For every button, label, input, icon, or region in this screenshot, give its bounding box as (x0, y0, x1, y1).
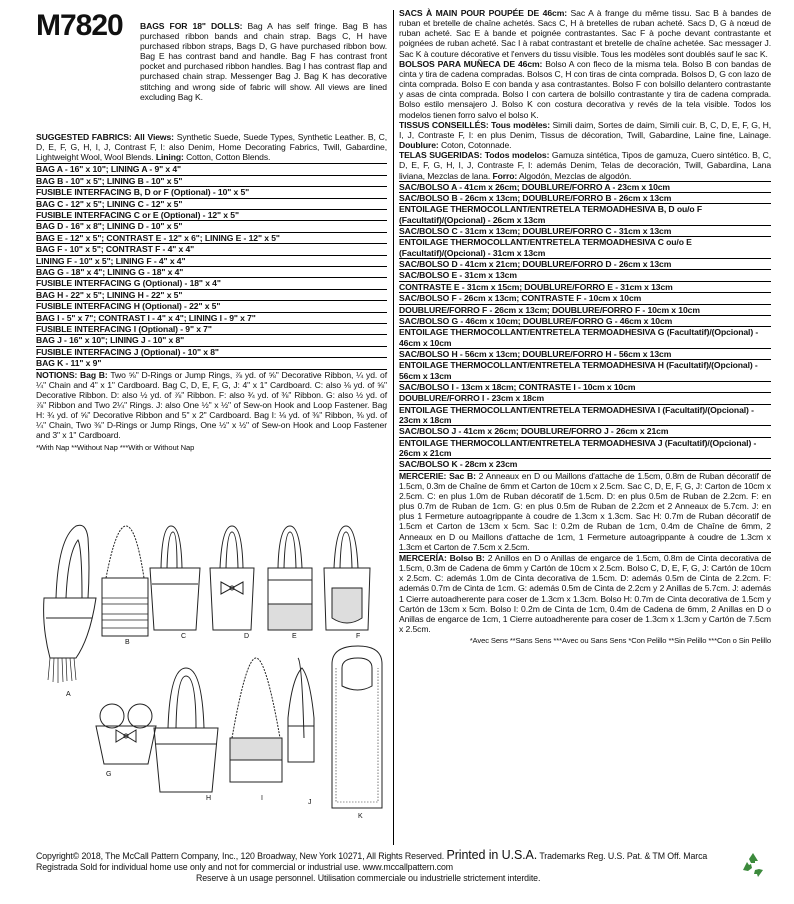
notions-en-text: Two ⅝" D-Rings or Jump Rings, ⅞ yd. of ⅝" Decorative Ribbon, ¼ yd. of ¼" Chain and 4" x 1" Cardboard. Bag C, D, E, F, G, J: 4" x 1" Cardboard. C: also ⅛ yd. of ⅝" Decorative Ribbon. D: also ½ yd. of ⅞" Ribbon. F: also ¾ yd. of ⅜" Ribbon. G: also ½ yd. of ⅞" Ribbon and Two 2¼" Rings. J: also One ½" x ½" of Sew-on Hook and Loop Fastener. Bag H: ¾ yd. of ⅝" Decorative Ribbon and 5" x 2" Cardboard. Bag I: ⅛ yd. of ⅜" Ribbon, ⅜ yd. of ¼" Chain, Two ⅜" D-Rings or Jump Rings, One ½" x ½" of Sew-on Hook and Loop Fastener and 3" x 1" Cardboard. (36, 369, 387, 441)
yardage-row: FUSIBLE INTERFACING B, D or F (Optional) - 10" x 5" (36, 187, 387, 198)
yardage-row: FUSIBLE INTERFACING I (Optional) - 9" x 7" (36, 324, 387, 335)
intro-en-title: BAGS FOR 18" DOLLS: (140, 20, 243, 31)
view-k-illustration (332, 646, 382, 820)
yardage-row: SAC/BOLSO F - 26cm x 13cm; CONTRASTE F - 10cm x 10cm (399, 293, 771, 304)
yardage-row: SAC/BOLSO E - 31cm x 13cm (399, 270, 771, 281)
yardage-row: FUSIBLE INTERFACING J (Optional) - 10" x 8" (36, 347, 387, 358)
yardage-row: BAG E - 12" x 5"; CONTRAST E - 12" x 6"; LINING E - 12" x 5" (36, 233, 387, 244)
intro-es-title: BOLSOS PARA MUÑECA DE 46cm: (399, 58, 543, 69)
fabrics-en-text: Synthetic Suede, Suede Types, Synthetic Leather. B, C, D, E, F, G, H, I, J, Contrast F, I: also Denim, Home Decorating Fabrics, Twill, Gabardine, Lightweight Wool, Wool Blends. (36, 132, 387, 163)
french-spanish-column (399, 8, 771, 646)
notions-fr (399, 471, 771, 552)
yardage-row: SAC/BOLSO B - 26cm x 13cm; DOUBLURE/FORRO B - 26cm x 13cm (399, 193, 771, 204)
intro-en-text: Bag A has self fringe. Bag B has purchased ribbon bands and chain strap. Bags C, H have purchased ribbon straps, Bags D, G have purchased ribbon bow. Bag E has contrast band and handle. Bag F has contrast front pocket and purchased ribbon handles. Bag I has contrast flap and purchased chain strap. Messenger Bag J. Bag K has decorative stitching and wrong side of fabric will show. All views are lined excluding Bag K. (140, 20, 387, 102)
view-b-illustration (102, 526, 148, 646)
view-i-illustration (230, 658, 282, 802)
yardage-row: ENTOILAGE THERMOCOLLANT/ENTRETELA TERMOADHESIVA H (Facultatif)/(Opcional) - 56cm x 13cm (399, 360, 771, 382)
view-label-a: A (66, 691, 71, 698)
notions-fr-text: 2 Anneaux en D ou Maillons d'attache de 1.5cm, 0.8m de Ruban décoratif de 1.5cm, 0.3m de Chaîne de 6mm et Carton de 10cm x 2.5cm. Sac C, D, E, F, G, J: Carton de 10cm x 2.5cm. C: en plus 1.0m de Ruban décoratif de 1.5cm. D: en plus 0.5m de Ruban de 2.2cm. F: en plus 0.7m de Ruban de 1cm. G: en plus 0.5m de Ruban de 2.2cm et 2 Anneaux de 5.7cm. J: en plus 1 Fermeture autoagrippante à coudre de 1.3cm x 1.3cm. Sac H: 0.7m de Ruban décoratif de 1.5cm et Carton de 13cm x 5cm. Sac I: 0.2m de Ruban de 1cm, 0.4m de Chaîne de 6mm, 2 Anneaux en D ou Maillons d'attache de 1cm, 1 Fermeture autoagrippante à coudre de 1.3cm x 1.3cm et Carton de 7.5cm x 2.5cm. (399, 470, 771, 552)
view-label-d: D (244, 633, 250, 640)
yardage-row: ENTOILAGE THERMOCOLLANT/ENTRETELA TERMOADHESIVA I (Facultatif)/(Opcional) - 23cm x 18cm (399, 405, 771, 427)
yardage-row: BAG K - 11" x 9" (36, 358, 387, 369)
english-column (36, 8, 387, 453)
yardage-row: FUSIBLE INTERFACING C or E (Optional) - 12" x 5" (36, 210, 387, 221)
fabrics-es-lining-label: Forro: (492, 170, 518, 181)
yardage-row: DOUBLURE/FORRO I - 23cm x 18cm (399, 393, 771, 404)
fabrics-en-lining-label: Lining: (155, 152, 184, 163)
column-divider (393, 10, 394, 845)
nap-legend-en: *With Nap **Without Nap ***With or Without Nap (36, 442, 195, 452)
intro-es-text: Bolso A con fleco de la misma tela. Bolso B con bandas de cinta y tira de cadena compradas. Bolsos C, H con tiras de cinta comprada. Bolsos D, G con lazo de cinta comprada. Bolso E con banda y asa contrastantes. Bolso F con bolsillo delantero contrastante y asas de cinta comprada. Bolso I con cartera de bolsillo contrastante y tira de cadena comprada. Bolso estilo mensajero J. Bolso K con costura decorativa y revés de la tela visible. Todos los modelos tienen forro salvo el bolso K. (399, 58, 771, 120)
yardage-row: SAC/BOLSO K - 28cm x 23cm (399, 459, 771, 470)
fabrics-es-wrap (399, 150, 771, 181)
intro-fr-title: SACS À MAIN POUR POUPÉE DE 46cm: (399, 8, 568, 18)
fabrics-es (399, 150, 771, 180)
notions-en-title: NOTIONS: Bag B: (36, 369, 108, 380)
footer (36, 850, 736, 884)
yardage-row: SAC/BOLSO H - 56cm x 13cm; DOUBLURE/FORRO H - 56cm x 13cm (399, 349, 771, 360)
yardage-row: ENTOILAGE THERMOCOLLANT/ENTRETELA TERMOADHESIVA B, D ou/o F (Facultatif)/(Opcional) - 26cm x 13cm (399, 204, 771, 226)
yardage-row: LINING F - 10" x 5"; LINING F - 4" x 4" (36, 256, 387, 267)
view-label-c: C (181, 633, 187, 640)
yardage-row: FUSIBLE INTERFACING G (Optional) - 18" x 4" (36, 278, 387, 289)
yardage-row: DOUBLURE/FORRO F - 26cm x 13cm; DOUBLURE/FORRO F - 10cm x 10cm (399, 305, 771, 316)
view-label-h: H (206, 795, 212, 802)
view-label-e: E (292, 633, 297, 640)
yardage-row: BAG C - 12" x 5"; LINING C - 12" x 5" (36, 199, 387, 210)
fabrics-en-lining-text: Cotton, Cotton Blends. (186, 152, 271, 163)
view-h-illustration (154, 668, 218, 802)
yardage-row: SAC/BOLSO G - 46cm x 10cm; DOUBLURE/FORRO G - 46cm x 10cm (399, 316, 771, 327)
fabrics-es-lining-text: Algodón, Mezclas de algodón. (518, 170, 632, 181)
fabrics-fr (399, 120, 771, 150)
yardage-row: ENTOILAGE THERMOCOLLANT/ENTRETELA TERMOADHESIVA G (Facultatif)/(Opcional) - 46cm x 10cm (399, 327, 771, 349)
yardage-row: ENTOILAGE THERMOCOLLANT/ENTRETELA TERMOADHESIVA J (Facultatif)/(Opcional) - 26cm x 21cm (399, 438, 771, 460)
notions-en (36, 370, 387, 441)
fabrics-es-text: Gamuza sintética, Tipos de gamuza, Cuero sintético. B, C, D, E, F, G, H, I, J, Contraste F, I: además Denim, Telas de decoración, Twill, Gabardina, Lana liviana, Mezclas de lana. (399, 150, 771, 181)
view-c-illustration (150, 526, 200, 640)
view-f-illustration (324, 526, 370, 640)
yardage-row: BAG H - 22" x 5"; LINING H - 22" x 5" (36, 290, 387, 301)
view-d-illustration (210, 526, 254, 640)
nap-legend-fr-es: *Avec Sens **Sans Sens ***Avec ou Sans Sens *Con Pelillo **Sin Pelillo ***Con o Sin Pelillo (469, 636, 771, 646)
intro-es (399, 59, 771, 120)
yardage-row: BAG A - 16" x 10"; LINING A - 9" x 4" (36, 164, 387, 175)
view-g-illustration (96, 704, 156, 778)
footer-line-2: Registrada Sold for individual home use only and not for commercial or industrial use. www.mccallpattern.com (36, 862, 454, 872)
yardage-row: SAC/BOLSO I - 13cm x 18cm; CONTRASTE I - 10cm x 10cm (399, 382, 771, 393)
view-label-k: K (358, 813, 363, 820)
fabrics-fr-title: TISSUS CONSEILLÉS: Tous modèles: (399, 119, 550, 130)
footer-line-3: Reserve à un usage personnel. Utilisation commerciale ou industrielle strictement interdite. (196, 873, 541, 883)
yardage-fr-es-table (399, 182, 771, 471)
intro-fr-text: Sac A à frange du même tissu. Sac B à bandes de ruban et bretelle de chaîne achetés. Sacs C, H à bretelles de ruban acheté. Sacs D, G à nœud de ruban acheté. Sac E à bande et poignée contrastantes. Sac F à poche devant contrastante et poignées de ruban acheté. Sac I à rabat contrastant et bretelle de chaîne achetée. Sac messager J. Sac K à couture décorative et l'envers du tissu visible. Tous les modèles sont doublés sauf le sac K. (399, 8, 772, 59)
yardage-en-table (36, 164, 387, 369)
notions-es-title: MERCERÍA: Bolso B: (399, 552, 485, 563)
yardage-row: BAG G - 18" x 4"; LINING G - 18" x 4" (36, 267, 387, 278)
header-block (36, 8, 387, 131)
pattern-number: M7820 (36, 9, 123, 42)
yardage-row: ENTOILAGE THERMOCOLLANT/ENTRETELA TERMOADHESIVA C ou/o E (Facultatif)/(Opcional) - 31cm x 13cm (399, 237, 771, 259)
intro-fr (399, 8, 771, 59)
notions-es (399, 553, 771, 634)
yardage-row: BAG D - 16" x 8"; LINING D - 10" x 5" (36, 221, 387, 232)
fabrics-fr-lining-text: Coton, Cotonnade. (440, 140, 512, 151)
view-label-b: B (125, 639, 130, 646)
view-e-illustration (268, 526, 312, 640)
trademark-text: Trademarks Reg. U.S. Pat. & TM Off. Marca (539, 851, 708, 861)
yardage-row: BAG J - 16" x 10"; LINING J - 10" x 8" (36, 335, 387, 346)
yardage-row: BAG B - 10" x 5"; LINING B - 10" x 5" (36, 176, 387, 187)
fabrics-fr-text: Simili daim, Sortes de daim, Simili cuir. B, C, D, E, F, G, H, I, J, Contraste F, I: en plus Denim, Tissus de décoration, Twill, Gabardine, Laine fine, Lainage. (399, 119, 771, 140)
view-a-illustration (44, 525, 96, 698)
footer-line-1 (36, 850, 736, 862)
notions-es-text: 2 Anillos en D o Anillas de engarce de 1.5cm, 0.8m de Cinta decorativa de 1.5cm, 0.3m de Cadena de 6mm y Cartón de 10cm x 2.5cm. Bolso C, D, E, F, G, J: Cartón de 10cm x 2.5cm. C: además 1.0m de Cinta decorativa de 1.5cm. D: además 0.5m de Cinta de 2.2cm. F: además 0.7m de Cinta de 1cm. G: además 0.5m de Cinta de 2.2cm y 2 Anillas de 5.7cm. J: además 1 Cierre autoadherente para coser de 1.3cm x 1.3cm. Bolso H: 0.7m de Cinta decorativa de 1.5cm y Cartón de 13cm x 5cm. Bolso I: 0.2m de Cinta de 1cm, 0.4m de Cadena de 6mm, 2 Anillas en D o Anillas de engarce de 1cm, 1 Cierre autoadherente para coser de 1.3cm x 1.3cm y Cartón de 7.5cm x 2.5cm. (399, 552, 771, 635)
yardage-row: BAG F - 10" x 5"; CONTRAST F - 4" x 4" (36, 244, 387, 255)
notions-fr-title: MERCERIE: Sac B: (399, 470, 476, 481)
yardage-row: SAC/BOLSO D - 41cm x 21cm; DOUBLURE/FORRO D - 26cm x 13cm (399, 259, 771, 270)
copyright-text: Copyright© 2018, The McCall Pattern Company, Inc., 120 Broadway, New York 10271, All Rights Reserved. (36, 851, 445, 861)
printed-in-text: Printed in U.S.A. (446, 848, 538, 862)
yardage-row: SAC/BOLSO C - 31cm x 13cm; DOUBLURE/FORRO C - 31cm x 13cm (399, 226, 771, 237)
notions-es-wrap (399, 552, 771, 634)
view-label-j: J (308, 799, 312, 806)
fabrics-en (36, 132, 387, 164)
yardage-row: SAC/BOLSO A - 41cm x 26cm; DOUBLURE/FORRO A - 23cm x 10cm (399, 182, 771, 193)
view-j-illustration (288, 658, 314, 806)
yardage-row: FUSIBLE INTERFACING H (Optional) - 22" x 5" (36, 301, 387, 312)
view-label-i: I (261, 795, 263, 802)
view-label-f: F (356, 633, 361, 640)
view-illustrations (36, 518, 387, 844)
view-label-g: G (106, 771, 112, 778)
fabrics-fr-lining-label: Doublure: (399, 140, 439, 151)
intro-en (140, 21, 387, 102)
yardage-row: CONTRASTE E - 31cm x 15cm; DOUBLURE/FORRO E - 31cm x 13cm (399, 282, 771, 293)
recycle-icon (738, 850, 768, 880)
yardage-row: BAG I - 5" x 7"; CONTRAST I - 4" x 4"; LINING I - 9" x 7" (36, 313, 387, 324)
yardage-row: SAC/BOLSO J - 41cm x 26cm; DOUBLURE/FORRO J - 26cm x 21cm (399, 426, 771, 437)
fabrics-en-title: SUGGESTED FABRICS: All Views: (36, 132, 174, 142)
fabrics-es-title: TELAS SUGERIDAS: Todos modelos: (399, 150, 550, 161)
